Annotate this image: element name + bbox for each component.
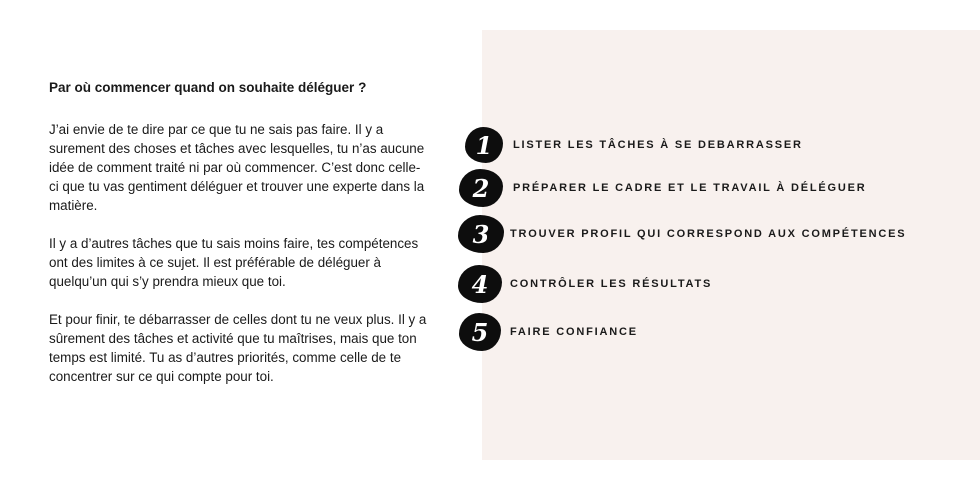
step-number-badge-4: 4 [458,265,502,303]
paragraph-2: Il y a d’autres tâches que tu sais moins faire, tes compétences ont des limites à ce sujet. Il est préférable de déléguer à quelqu’un qui s’y prendra mieux que toi. [49,236,419,289]
step-number-badge-1: 1 [465,127,503,163]
step-item-3 [458,214,906,254]
step-number-badge-2: 2 [459,169,503,207]
step-label-5: FAIRE CONFIANCE [510,326,638,338]
article-text [49,78,429,405]
step-item-1 [465,125,803,165]
step-label-4: CONTRÔLER LES RÉSULTATS [510,278,713,290]
paragraph-1: J’ai envie de te dire par ce que tu ne sais pas faire. Il y a surement des choses et tâches avec lesquelles, tu n’as aucune idée de comment traité ni par où commencer. C’est donc celle-ci que tu vas gentiment déléguer et trouver une experte dans la matière. [49,122,425,213]
article-heading: Par où commencer quand on souhaite déléguer ? [49,80,367,95]
step-item-5 [459,312,638,352]
step-label-1: LISTER LES TÂCHES À SE DEBARRASSER [513,139,803,151]
step-number-badge-5: 5 [459,313,501,351]
step-label-3: TROUVER PROFIL QUI CORRESPOND AUX COMPÉTENCES [510,228,907,240]
step-item-2 [459,168,866,208]
paragraph-3: Et pour finir, te débarrasser de celles dont tu ne veux plus. Il y a sûrement des tâches et activité que tu maîtrises, mais que ton temps est limité. Tu as d’autres priorités, comme celle de te concentrer sur ce qui compte pour toi. [49,312,427,384]
step-number-badge-3: 3 [458,215,504,253]
step-label-2: PRÉPARER LE CADRE ET LE TRAVAIL À DÉLÉGUER [513,182,867,194]
step-item-4 [458,264,712,304]
